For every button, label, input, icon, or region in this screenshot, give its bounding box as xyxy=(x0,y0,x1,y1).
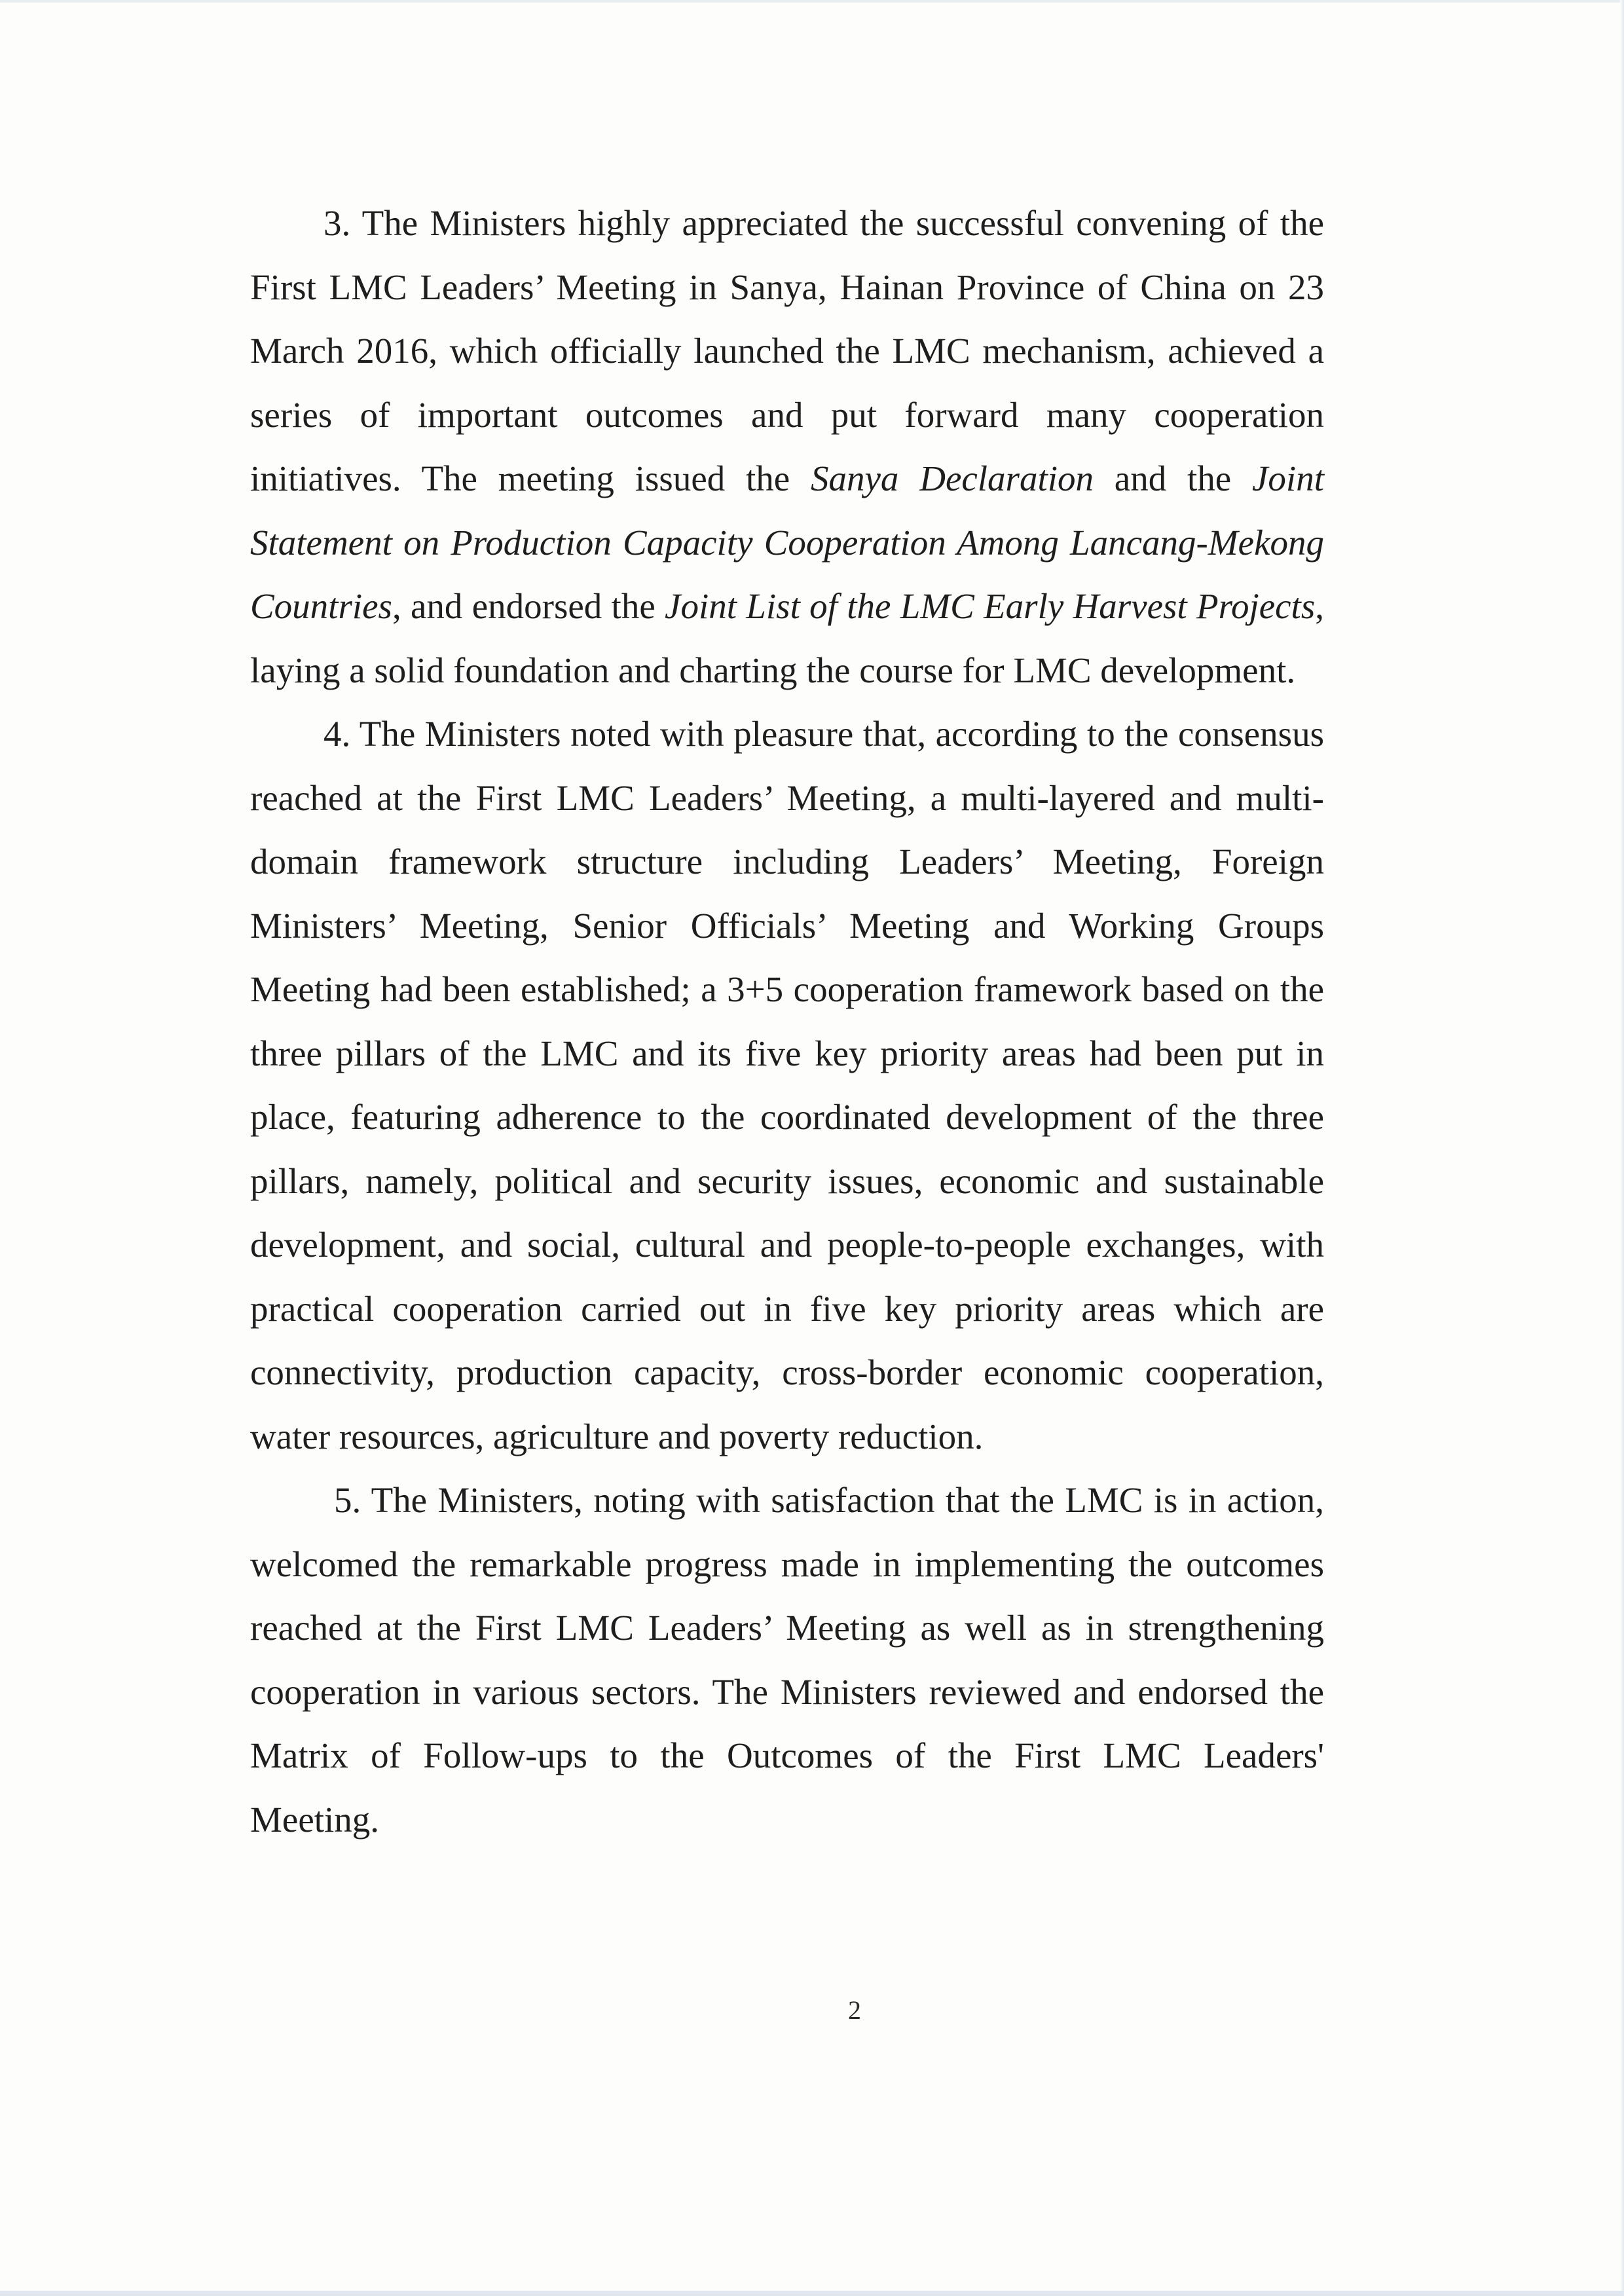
scan-edge-top xyxy=(0,0,1624,3)
scan-edge-bottom xyxy=(0,2291,1624,2296)
paragraph-text: The Ministers highly appreciated the successful convening of the First LMC Leaders’ Meeting in Sanya, Hainan Province of China on 23 March 2016, which officially launched the LMC mechanism, achieved a series of important outcomes and put forward many cooperation initiatives. The meeting issued the xyxy=(250,203,1324,498)
paragraph-5 xyxy=(250,1468,1324,1851)
page-number: 2 xyxy=(848,1995,861,2025)
paragraph-text: and the xyxy=(1094,458,1253,498)
paragraph-number: 5. xyxy=(334,1480,361,1520)
paragraph-number: 4. xyxy=(323,714,351,754)
paragraph-text: The Ministers noted with pleasure that, according to the consensus reached at the First LMC Leaders’ Meeting, a multi-layered and multi-domain framework structure including Leaders’ Meeting, Foreign Ministers’ Meeting, Senior Officials’ Meeting and Working Groups Meeting had been established; a 3+5 cooperation framework based on the three pillars of the LMC and its five key priority areas had been put in place, featuring adherence to the coordinated development of the three pillars, namely, political and security issues, economic and sustainable development, and social, cultural and people-to-people exchanges, with practical cooperation carried out in five key priority areas which are connectivity, production capacity, cross-border economic cooperation, water resources, agriculture and poverty reduction. xyxy=(250,714,1324,1456)
paragraph-text: , and endorsed the xyxy=(392,586,665,626)
paragraph-4 xyxy=(250,702,1324,1468)
paragraph-3 xyxy=(250,191,1324,702)
paragraph-number: 3. xyxy=(323,203,351,243)
document-body xyxy=(250,191,1324,1851)
scan-edge-right xyxy=(1620,0,1624,2296)
paragraph-text: , laying a solid foundation and charting the course for LMC development. xyxy=(250,586,1324,690)
italic-title-joint-list: Joint List of the LMC Early Harvest Projects xyxy=(665,586,1316,626)
paragraph-text: The Ministers, noting with satisfaction that the LMC is in action, welcomed the remarkable progress made in implementing the outcomes reached at the First LMC Leaders’ Meeting as well as in strengthening cooperation in various sectors. The Ministers reviewed and endorsed the Matrix of Follow-ups to the Outcomes of the First LMC Leaders' Meeting. xyxy=(250,1480,1325,1840)
italic-title-joint-statement: Joint Statement on Production Capacity Cooperation Among Lancang-Mekong Countries xyxy=(250,458,1324,626)
italic-title-sanya-declaration: Sanya Declaration xyxy=(811,458,1094,498)
